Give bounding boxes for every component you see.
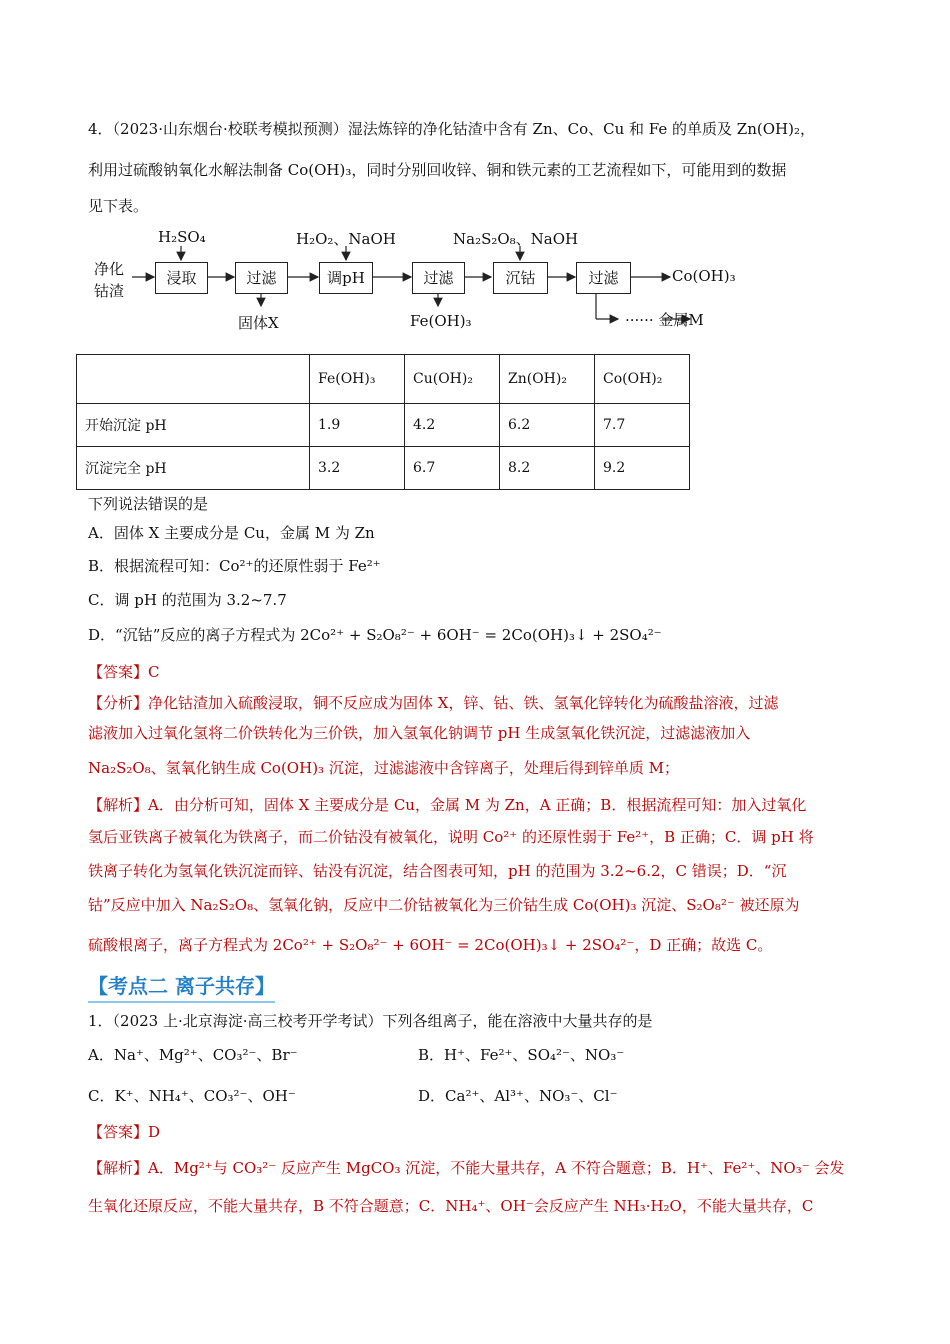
q4-stem-line3: 见下表。	[88, 197, 149, 215]
q4-analysis-line3: Na₂S₂O₈、氢氧化钠生成 Co(OH)₃ 沉淀，过滤滤液中含锌离子，处理后得到锌单质 M；	[88, 759, 679, 777]
q1-option-d: D．Ca²⁺、Al³⁺、NO₃⁻、Cl⁻	[418, 1087, 618, 1105]
table-header-cell: Cu(OH)₂	[405, 355, 500, 404]
q4-stem-line2: 利用过硫酸钠氧化水解法制备 Co(OH)₃，同时分别回收锌、铜和铁元素的工艺流程如下，可能用到的数据	[88, 161, 787, 179]
q4-analysis-line2: 滤液加入过氧化氢将二价铁转化为三价铁，加入氢氧化钠调节 pH 生成氢氧化铁沉淀，过滤滤液加入	[88, 724, 751, 742]
q4-stem-line1: 4．（2023·山东烟台·校联考模拟预测）湿法炼锌的净化钴渣中含有 Zn、Co、Cu 和 Fe 的单质及 Zn(OH)₂，	[88, 120, 815, 138]
table-cell: 9.2	[595, 447, 690, 490]
flow-reagent-h2o2-naoh: H₂O₂、NaOH	[296, 230, 396, 248]
flow-output-solid-x: 固体X	[238, 314, 279, 332]
q1-solution-line2: 生氧化还原反应，不能大量共存，B 不符合题意；C．NH₄⁺、OH⁻会反应产生 NH₃·H₂O，不能大量共存，C	[88, 1197, 814, 1215]
q4-solution-line5: 硫酸根离子，离子方程式为 2Co²⁺ + S₂O₈²⁻ + 6OH⁻ = 2Co(OH)₃↓ + 2SO₄²⁻，D 正确；故选 C。	[88, 936, 773, 954]
q4-question: 下列说法错误的是	[88, 495, 209, 513]
table-cell: 沉淀完全 pH	[77, 447, 310, 490]
q1-option-c: C．K⁺、NH₄⁺、CO₃²⁻、OH⁻	[88, 1087, 296, 1105]
q1-option-b: B．H⁺、Fe²⁺、SO₄²⁻、NO₃⁻	[418, 1046, 625, 1064]
table-header-cell	[77, 355, 310, 404]
flow-output-feoh3: Fe(OH)₃	[410, 312, 472, 330]
flow-step-cobalt-precipitation: 沉钴	[493, 262, 548, 294]
q4-solution-line1: 【解析】A．由分析可知，固体 X 主要成分是 Cu，金属 M 为 Zn，A 正确；B．根据流程可知：加入过氧化	[88, 796, 807, 814]
q1-solution-line1: 【解析】A．Mg²⁺与 CO₃²⁻ 反应产生 MgCO₃ 沉淀，不能大量共存，A 不符合题意；B．H⁺、Fe²⁺、NO₃⁻ 会发	[88, 1159, 845, 1177]
flow-step-filter-1: 过滤	[235, 262, 288, 294]
flow-start-label-1: 净化	[94, 260, 125, 278]
q4-option-c: C．调 pH 的范围为 3.2~7.7	[88, 591, 287, 609]
flow-output-metal-m: ······ 金属M	[625, 311, 704, 329]
table-header-cell: Co(OH)₂	[595, 355, 690, 404]
flow-step-filter-2: 过滤	[412, 262, 465, 294]
section-heading: 【考点二 离子共存】	[88, 970, 275, 1003]
table-cell: 3.2	[310, 447, 405, 490]
precipitation-ph-table	[76, 354, 690, 490]
q4-option-b: B．根据流程可知：Co²⁺的还原性弱于 Fe²⁺	[88, 557, 381, 575]
q1-option-a: A．Na⁺、Mg²⁺、CO₃²⁻、Br⁻	[88, 1046, 298, 1064]
table-header-cell: Zn(OH)₂	[500, 355, 595, 404]
table-header-row	[77, 355, 690, 404]
flow-reagent-na2s2o8-naoh: Na₂S₂O₈、NaOH	[453, 230, 579, 248]
flow-step-adjust-ph: 调pH	[319, 262, 373, 294]
flow-start-label-2: 钴渣	[94, 282, 125, 300]
table-cell: 4.2	[405, 404, 500, 447]
q1-answer: 【答案】D	[88, 1123, 161, 1141]
q4-solution-line4: 钴”反应中加入 Na₂S₂O₈、氢氧化钠，反应中二价钴被氧化为三价钴生成 Co(OH)₃ 沉淀、S₂O₈²⁻ 被还原为	[88, 896, 800, 914]
table-cell: 开始沉淀 pH	[77, 404, 310, 447]
table-cell: 6.7	[405, 447, 500, 490]
table-cell: 1.9	[310, 404, 405, 447]
table-row	[77, 447, 690, 490]
table-cell: 7.7	[595, 404, 690, 447]
flow-reagent-h2so4: H₂SO₄	[158, 228, 206, 246]
flow-output-cooh3: Co(OH)₃	[672, 267, 736, 285]
q4-analysis-line1: 【分析】净化钴渣加入硫酸浸取，铜不反应成为固体 X，锌、钴、铁、氢氧化锌转化为硫酸盐溶液，过滤	[88, 694, 779, 712]
table-cell: 8.2	[500, 447, 595, 490]
table-row	[77, 404, 690, 447]
table-header-cell: Fe(OH)₃	[310, 355, 405, 404]
table-cell: 6.2	[500, 404, 595, 447]
flow-step-filter-3: 过滤	[576, 262, 631, 294]
flow-step-leaching: 浸取	[155, 262, 208, 294]
q4-option-d: D．“沉钴”反应的离子方程式为 2Co²⁺ + S₂O₈²⁻ + 6OH⁻ = 2Co(OH)₃↓ + 2SO₄²⁻	[88, 626, 662, 644]
q4-solution-line2: 氢后亚铁离子被氧化为铁离子，而二价钴没有被氧化，说明 Co²⁺ 的还原性弱于 Fe²⁺，B 正确；C．调 pH 将	[88, 828, 814, 846]
q1-stem: 1．（2023 上·北京海淀·高三校考开学考试）下列各组离子，能在溶液中大量共存的是	[88, 1012, 653, 1030]
q4-answer: 【答案】C	[88, 663, 160, 681]
q4-solution-line3: 铁离子转化为氢氧化铁沉淀而锌、钴没有沉淀，结合图表可知，pH 的范围为 3.2~6.2，C 错误；D．“沉	[88, 862, 787, 880]
q4-option-a: A．固体 X 主要成分是 Cu，金属 M 为 Zn	[88, 524, 375, 542]
process-flow-diagram	[88, 222, 778, 342]
